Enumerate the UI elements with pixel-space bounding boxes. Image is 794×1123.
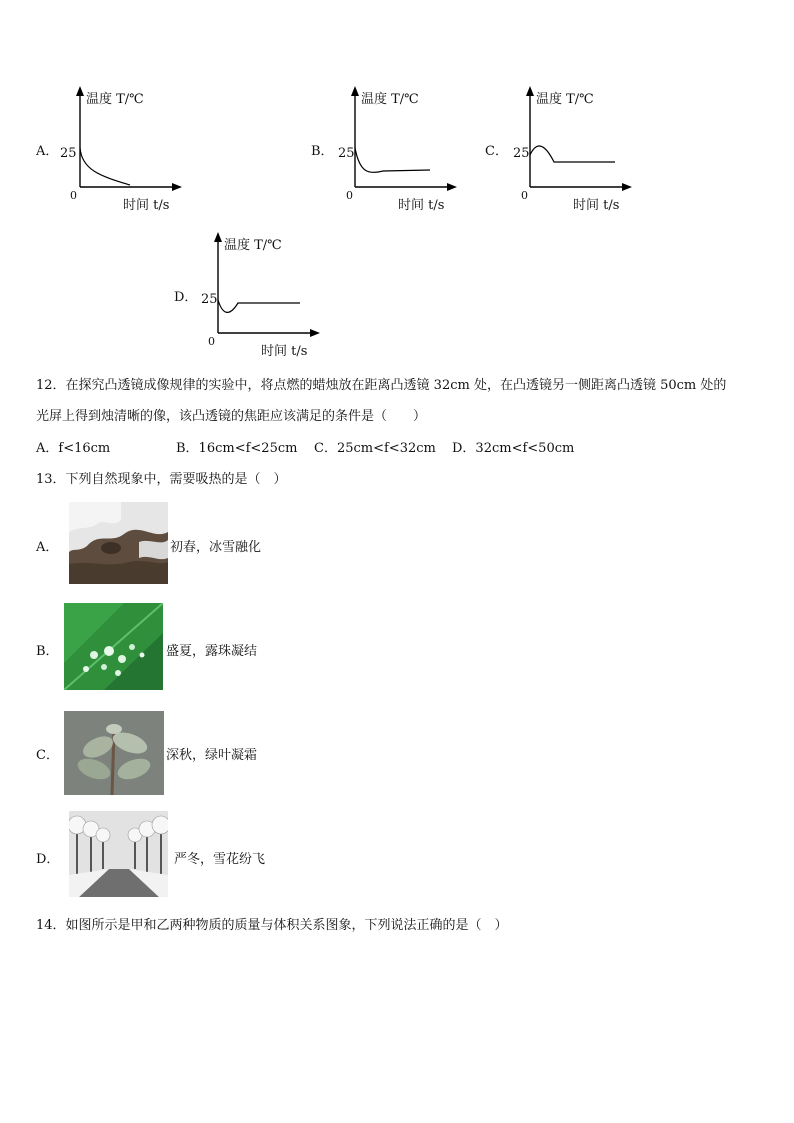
origin-label: 0 <box>346 189 353 202</box>
x-axis-label: 时间 t/s <box>123 198 170 213</box>
y-axis-label: 温度 T/℃ <box>224 238 282 253</box>
tick-25: 25 <box>338 146 355 161</box>
q12-option-c: C．25cm<f<32cm <box>314 441 436 456</box>
graph-option-a <box>30 82 190 212</box>
q13-option-a-text: 初春，冰雪融化 <box>170 540 262 555</box>
origin-label: 0 <box>208 335 215 348</box>
tick-25: 25 <box>513 146 530 161</box>
y-axis-label: 温度 T/℃ <box>361 92 419 107</box>
graph-option-d <box>168 228 328 358</box>
option-label: B． <box>311 144 334 159</box>
q14-stem: 14．如图所示是甲和乙两种物质的质量与体积关系图象，下列说法正确的是（ ） <box>36 918 508 933</box>
y-axis-label: 温度 T/℃ <box>536 92 594 107</box>
tick-25: 25 <box>60 146 77 161</box>
q13-option-b-text: 盛夏，露珠凝结 <box>166 644 258 659</box>
q13-option-d-label: D． <box>36 852 60 867</box>
snowfall-image <box>69 811 168 897</box>
frosted-leaves-image <box>64 711 164 795</box>
x-axis-label: 时间 t/s <box>261 344 308 359</box>
q13-stem: 13．下列自然现象中，需要吸热的是（ ） <box>36 472 287 487</box>
option-label: D． <box>174 290 198 305</box>
dew-drops-image <box>64 603 163 690</box>
graph-option-c <box>480 82 640 212</box>
q13-option-c-text: 深秋，绿叶凝霜 <box>166 748 258 763</box>
q12-option-b: B．16cm<f<25cm <box>176 441 298 456</box>
x-axis-label: 时间 t/s <box>398 198 445 213</box>
q12-stem-line2: 光屏上得到烛清晰的像，该凸透镜的焦距应该满足的条件是（ ） <box>36 409 427 424</box>
q12-option-d: D．32cm<f<50cm <box>452 441 575 456</box>
q13-option-b-label: B． <box>36 644 59 659</box>
q13-option-d-text: 严冬，雪花纷飞 <box>174 852 266 867</box>
melting-snow-image <box>69 502 168 584</box>
q12-option-a: A．f<16cm <box>36 441 111 456</box>
q13-option-a-label: A． <box>36 540 59 555</box>
graph-option-b <box>305 82 465 212</box>
origin-label: 0 <box>70 189 77 202</box>
y-axis-label: 温度 T/℃ <box>86 92 144 107</box>
tick-25: 25 <box>201 292 218 307</box>
option-label: A． <box>36 144 59 159</box>
origin-label: 0 <box>521 189 528 202</box>
x-axis-label: 时间 t/s <box>573 198 620 213</box>
q12-stem-line1: 12．在探究凸透镜成像规律的实验中，将点燃的蜡烛放在距离凸透镜 32cm 处，在凸透镜另一侧距离凸透镜 50cm 处的 <box>36 378 727 393</box>
option-label: C． <box>485 144 508 159</box>
q13-option-c-label: C． <box>36 748 59 763</box>
